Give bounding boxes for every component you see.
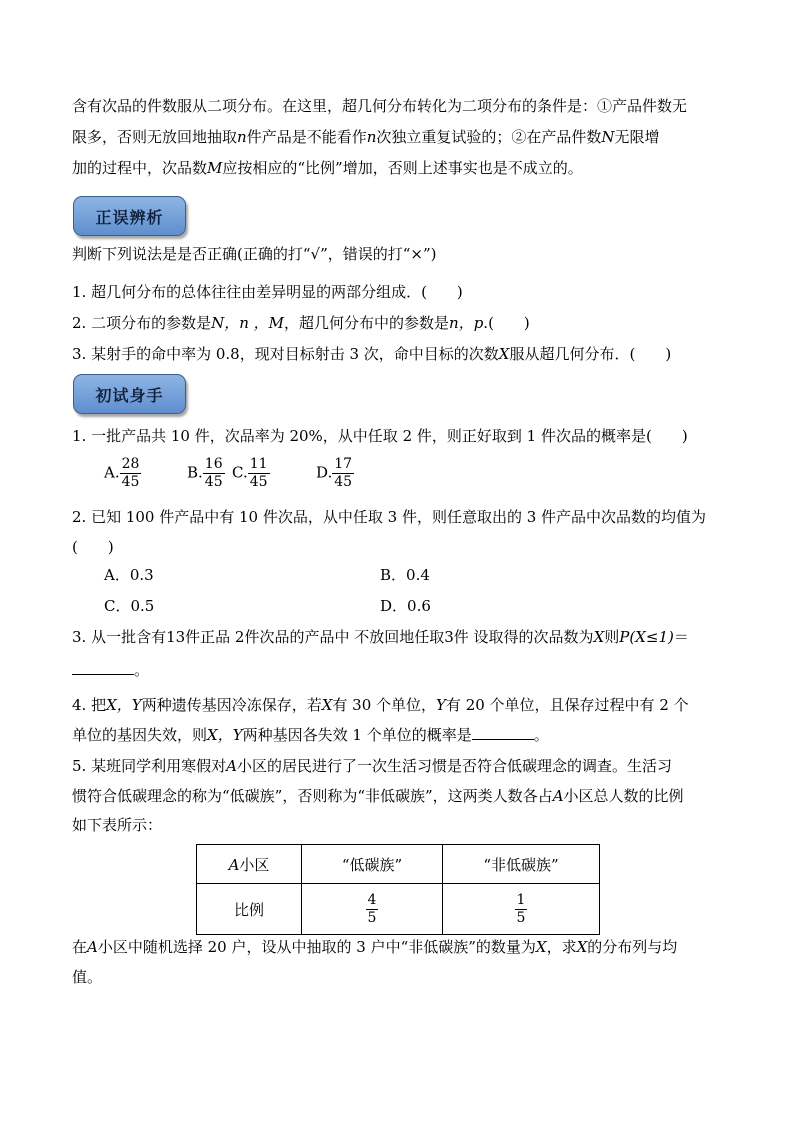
intro-line-3 xyxy=(72,158,583,178)
section2-question-5-line-4 xyxy=(72,937,677,957)
section1-question-2 xyxy=(72,313,530,333)
numerator: 1 xyxy=(516,891,526,908)
section2-question-5-line-2 xyxy=(72,786,684,806)
math-var: n xyxy=(366,128,377,146)
ratio-table xyxy=(196,844,600,935)
math-var: X xyxy=(498,345,510,363)
option-label: C. xyxy=(232,463,248,482)
fraction xyxy=(248,456,270,491)
question-text: 小区的居民进行了一次生活习惯是否符合低碳理念的调查。生活习 xyxy=(236,757,672,775)
option-b xyxy=(187,456,225,491)
denominator: 45 xyxy=(334,474,353,490)
question-text: 3. 从一批含有13件正品 2件次品的产品中 不放回地任取3件 设取得的次品数为 xyxy=(72,628,594,646)
denominator: 5 xyxy=(367,909,377,926)
section1-question-1: 1. 超几何分布的总体往往由差异明显的两部分组成．( ) xyxy=(72,283,463,301)
numerator: 4 xyxy=(367,891,377,908)
denominator: 45 xyxy=(249,474,268,490)
section2-question-3 xyxy=(72,627,689,647)
numerator: 28 xyxy=(121,456,140,472)
question-text: 则 xyxy=(604,628,620,646)
math-expr: X，Y xyxy=(207,726,243,744)
section2-question-2-paren: ( ) xyxy=(72,538,114,556)
section1-question-3 xyxy=(72,344,671,364)
math-var: N xyxy=(601,128,615,146)
question-text: 两种基因各失效 1 个单位的概率是 xyxy=(242,726,472,744)
math-expr: N，n ，M xyxy=(211,314,285,332)
table-header-cell xyxy=(197,845,302,884)
numerator: 16 xyxy=(204,456,223,472)
intro-text: 含有次品的件数服从二项分布。在这里，超几何分布转化为二项分布的条件是：①产品件数无 xyxy=(72,97,688,115)
intro-text: 应按相应的“比例”增加，否则上述事实也是不成立的。 xyxy=(222,159,583,177)
intro-text: 无限增 xyxy=(614,128,660,146)
denominator: 45 xyxy=(121,474,140,490)
math-expr: n，p xyxy=(449,314,484,332)
question-text: ，求 xyxy=(546,938,577,956)
question-text: ＝ xyxy=(673,628,689,646)
option-c: C．0.5 xyxy=(104,597,155,615)
question-text: 。 xyxy=(134,661,150,679)
section2-question-5-line-5: 值。 xyxy=(72,968,103,986)
math-var: M xyxy=(207,159,223,177)
table-header-cell: “低碳族” xyxy=(302,845,443,884)
intro-text: 限多，否则无放回地抽取 xyxy=(72,128,238,146)
question-text: 服从超几何分布．( ) xyxy=(509,345,672,363)
question-text: 的分布列与均 xyxy=(587,938,678,956)
intro-line-2 xyxy=(72,127,660,147)
section2-question-4 xyxy=(72,695,689,715)
question-text: 惯符合低碳理念的称为“低碳族”，否则称为“非低碳族”，这两类人数各占 xyxy=(72,787,553,805)
denominator: 45 xyxy=(204,474,223,490)
question-text: 5. 某班同学利用寒假对 xyxy=(72,757,227,775)
fraction xyxy=(332,456,354,491)
denominator: 5 xyxy=(516,909,526,926)
table-row xyxy=(197,884,600,935)
math-var: n xyxy=(237,128,247,146)
intro-text: 加的过程中，次品数 xyxy=(72,159,208,177)
intro-text: 件产品是不能看作 xyxy=(246,128,367,146)
table-cell xyxy=(443,884,600,935)
option-label: D. xyxy=(316,463,333,482)
intro-text: 次独立重复试验的；②在产品件数 xyxy=(376,128,602,146)
math-var: X xyxy=(593,628,605,646)
question-text: 在 xyxy=(72,938,88,956)
numerator: 17 xyxy=(334,456,353,472)
question-text: 3. 某射手的命中率为 0.8，现对目标射击 3 次，命中目标的次数 xyxy=(72,345,499,363)
math-var: Y xyxy=(436,696,446,714)
table-cell xyxy=(302,884,443,935)
section-title-badge: 初试身手 xyxy=(73,374,186,414)
section2-question-5 xyxy=(72,756,672,776)
question-text: 有 30 个单位， xyxy=(332,696,437,714)
question-text: 2. 二项分布的参数是 xyxy=(72,314,212,332)
fraction xyxy=(515,892,528,927)
math-var: X xyxy=(535,938,547,956)
question-text: 4. 把 xyxy=(72,696,107,714)
question-text: 小区中随机选择 20 户，设从中抽取的 3 户中“非低碳族”的数量为 xyxy=(97,938,536,956)
math-expr: P(X≤1) xyxy=(619,628,674,646)
question-text: 。 xyxy=(533,726,549,744)
option-a xyxy=(104,456,141,491)
option-label: A. xyxy=(104,463,120,482)
fraction xyxy=(366,892,379,927)
math-var: X xyxy=(321,696,333,714)
answer-blank-line xyxy=(72,660,149,680)
option-d: D．0.6 xyxy=(380,597,431,615)
section-title-badge: 正误辨析 xyxy=(73,196,186,236)
table-cell: 比例 xyxy=(197,884,302,935)
option-b: B．0.4 xyxy=(380,566,430,584)
table-header-row xyxy=(197,845,600,884)
option-d xyxy=(316,456,354,491)
table-header-cell: “非低碳族” xyxy=(443,845,600,884)
fraction xyxy=(203,456,225,491)
math-var: A xyxy=(226,757,237,775)
question-text: 有 20 个单位，且保存过程中有 2 个 xyxy=(445,696,689,714)
option-a: A．0.3 xyxy=(104,566,154,584)
option-label: B. xyxy=(187,463,203,482)
section2-question-1: 1. 一批产品共 10 件，次品率为 20%，从中任取 2 件，则正好取到 1 件次品的概率是( ) xyxy=(72,427,688,445)
section2-question-5-line-3: 如下表所示： xyxy=(72,816,163,834)
intro-line-1 xyxy=(72,96,687,116)
option-c xyxy=(232,456,270,491)
section2-question-4-line-2 xyxy=(72,725,549,745)
section1-instruction: 判断下列说法是是否正确(正确的打“√”，错误的打“×”) xyxy=(72,245,437,263)
math-var: A xyxy=(228,855,240,874)
math-var: A xyxy=(552,787,564,805)
header-text: 小区 xyxy=(239,855,270,874)
question-text: 小区总人数的比例 xyxy=(563,787,684,805)
answer-blank xyxy=(472,725,534,740)
math-var: X xyxy=(576,938,588,956)
fraction xyxy=(120,456,142,491)
numerator: 11 xyxy=(249,456,268,472)
answer-blank xyxy=(72,660,134,675)
question-text: 单位的基因失效，则 xyxy=(72,726,208,744)
math-expr: X，Y xyxy=(106,696,142,714)
math-var: A xyxy=(87,938,98,956)
question-text: .( ) xyxy=(483,314,530,332)
question-text: ，超几何分布中的参数是 xyxy=(284,314,450,332)
question-text: 两种遗传基因冷冻保存，若 xyxy=(141,696,322,714)
section2-question-2: 2. 已知 100 件产品中有 10 件次品，从中任取 3 件，则任意取出的 3 件产品中次品数的均值为 xyxy=(72,508,707,526)
